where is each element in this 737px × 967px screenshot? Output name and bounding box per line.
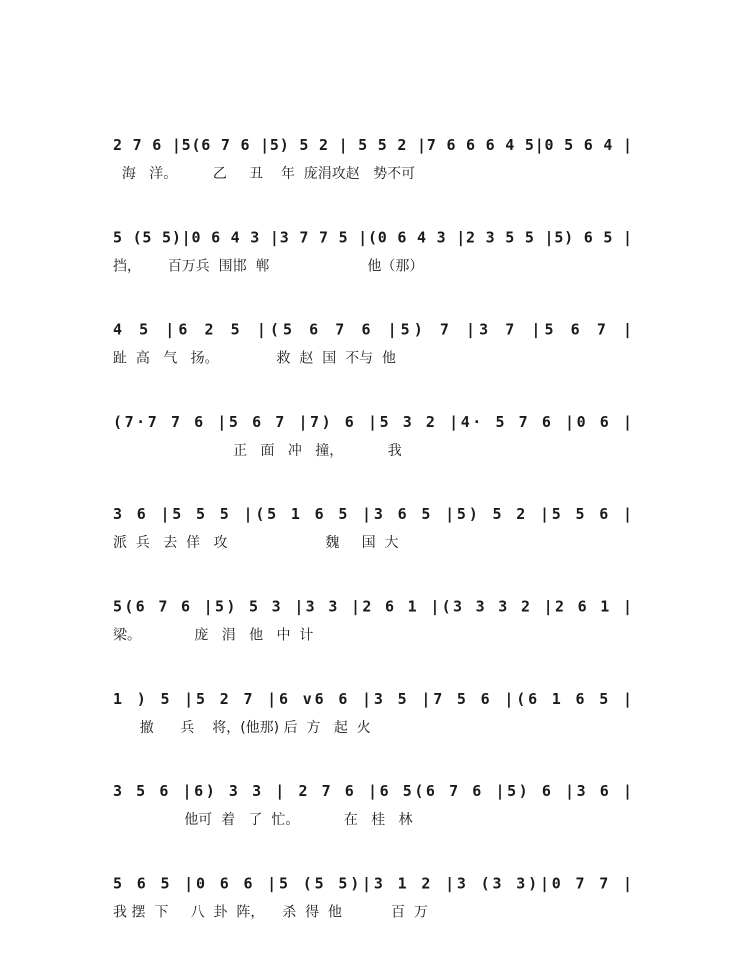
- lyric-line: 正 面 冲 撞， 我: [113, 442, 402, 459]
- score-row: [113, 598, 632, 644]
- notation-line: 2 7 6 |5(6 7 6 |5) 5 2 | 5 5 2 |7 6 6 6 4 5|0 5 6 4 |: [113, 136, 632, 154]
- score-row: [113, 505, 632, 551]
- score-row: [113, 690, 632, 736]
- notation-line: 5(6 7 6 |5) 5 3 |3 3 |2 6 1 |(3 3 3 2 |2 6 1 |: [113, 597, 632, 616]
- lyric-line: 派 兵 去 佯 攻 魏 国 大: [113, 535, 399, 552]
- score-row: [113, 413, 632, 459]
- notation-line: 3 5 6 |6) 3 3 | 2 7 6 |6 5(6 7 6 |5) 6 |3 6 |: [113, 782, 633, 801]
- lyric-line: 撤 兵 将，(他那) 后 方 起 火: [113, 719, 371, 736]
- lyric-line: 海 洋。 乙 丑 年 庞涓攻赵 势不可: [113, 166, 416, 182]
- notation-line: 1 ) 5 |5 2 7 |6 v6 6 |3 5 |7 5 6 |(6 1 6 5 |: [113, 689, 633, 708]
- score-row: [113, 136, 632, 182]
- lyric-line: 我 摆 下 八 卦 阵， 杀 得 他 百 万: [113, 904, 428, 921]
- lyric-line: 他可 着 了 忙。 在 桂 林: [113, 812, 413, 829]
- score-row: [113, 782, 632, 828]
- notation-line: 4 5 |6 2 5 |(5 6 7 6 |5) 7 |3 7 |5 6 7 |: [113, 320, 632, 339]
- lyric-line: 趾 高 气 扬。 救 赵 国 不与 他: [113, 350, 397, 367]
- score-row: [113, 321, 632, 367]
- notation-line: 5 (5 5)|0 6 4 3 |3 7 7 5 |(0 6 4 3 |2 3 5 5 |5) 6 5 |: [113, 228, 632, 247]
- notation-line: (7·7 7 6 |5 6 7 |7) 6 |5 3 2 |4· 5 7 6 |0 6 |: [113, 412, 633, 431]
- lyric-line: 挡， 百万兵 围邯 郸 他（那）: [113, 258, 424, 275]
- notation-line: 5 6 5 |0 6 6 |5 (5 5)|3 1 2 |3 (3 3)|0 7 7 |: [113, 874, 633, 893]
- score-row: [113, 874, 632, 920]
- lyric-line: 梁。 庞 涓 他 中 计: [113, 627, 314, 644]
- notation-line: 3 6 |5 5 5 |(5 1 6 5 |3 6 5 |5) 5 2 |5 5 6 |: [113, 505, 633, 524]
- score-row: [113, 228, 632, 274]
